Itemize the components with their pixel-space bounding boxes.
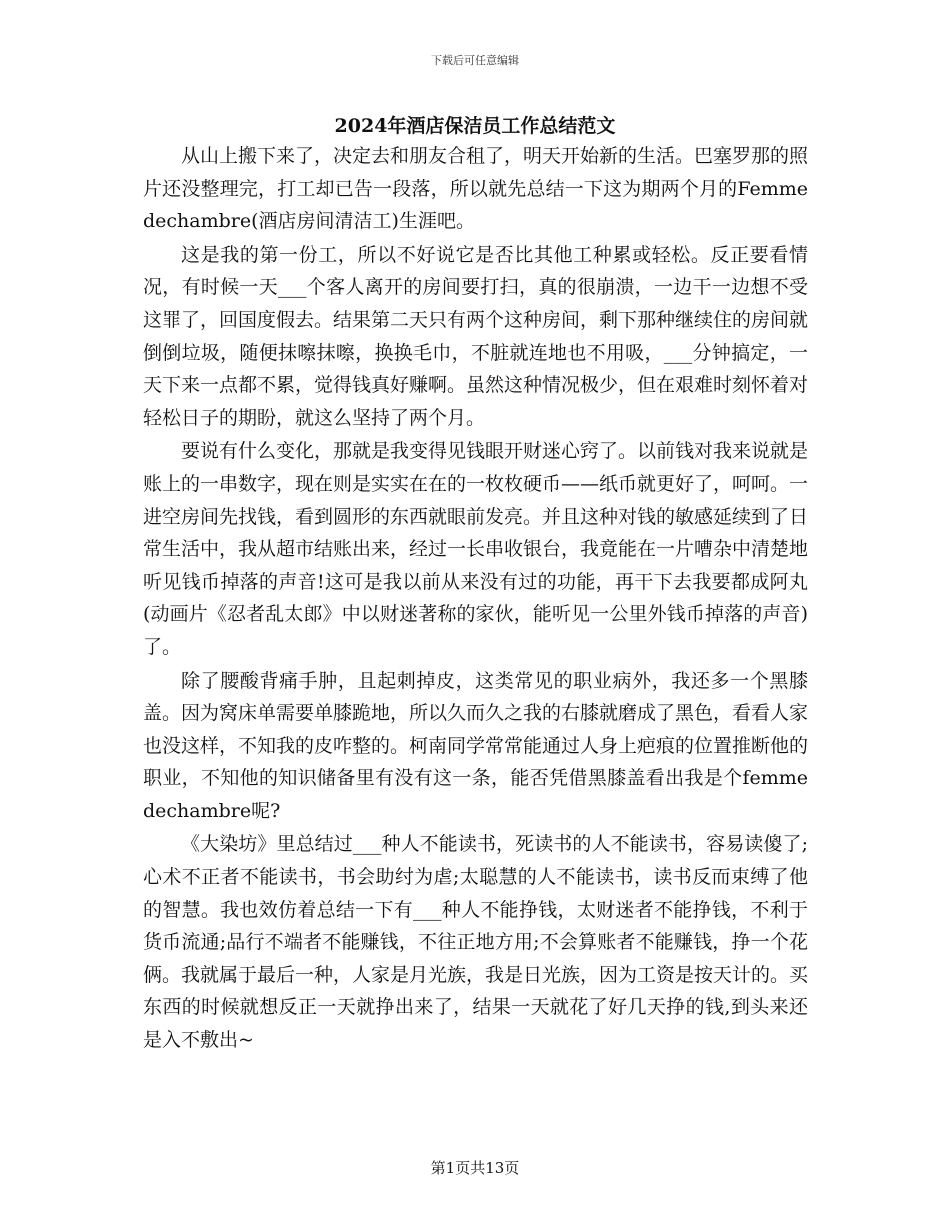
- paragraph-2: 这是我的第一份工，所以不好说它是否比其他工种累或轻松。反正要看情况，有时候一天___个客人离开的房间要打扫，真的很崩溃，一边干一边想不受这罪了，回国度假去。结果第二天只有两个这种房间，剩下那种继续住的房间就倒倒垃圾，随便抹嚓抹嚓，换换毛巾，不脏就连地也不用吸，___分钟搞定，一天下来一点都不累，觉得钱真好赚啊。虽然这种情况极少，但在艰难时刻怀着对轻松日子的期盼，就这么坚持了两个月。: [143, 243, 809, 429]
- paragraph-1: 从山上搬下来了，决定去和朋友合租了，明天开始新的生活。巴塞罗那的照片还没整理完，打工却已告一段落，所以就先总结一下这为期两个月的Femmedechambre(酒店房间清洁工)生涯吧。: [143, 145, 809, 233]
- document-body: [143, 140, 808, 1057]
- paragraph-3: 要说有什么变化，那就是我变得见钱眼开财迷心窍了。以前钱对我来说就是账上的一串数字，现在则是实实在在的一枚枚硬币——纸币就更好了，呵呵。一进空房间先找钱，看到圆形的东西就眼前发亮。并且这种对钱的敏感延续到了日常生活中，我从超市结账出来，经过一长串收银台，我竟能在一片嘈杂中清楚地听见钱币掉落的声音!这可是我以前从来没有过的功能，再干下去我要都成阿丸(动画片《忍者乱太郎》中以财迷著称的家伙，能听见一公里外钱币掉落的声音)了。: [143, 440, 809, 658]
- header-note: 下载后可任意编辑: [431, 54, 519, 67]
- paragraph-4: 除了腰酸背痛手肿，且起刺掉皮，这类常见的职业病外，我还多一个黑膝盖。因为窝床单需要单膝跪地，所以久而久之我的右膝就磨成了黑色，看看人家也没这样，不知我的皮咋整的。柯南同学常常能通过人身上疤痕的位置推断他的职业，不知他的知识储备里有没有这一条，能否凭借黑膝盖看出我是个femmedechambre呢?: [143, 669, 809, 822]
- paragraph-5: 《大染坊》里总结过___种人不能读书，死读书的人不能读书，容易读傻了;心术不正者不能读书，书会助纣为虐;太聪慧的人不能读书，读书反而束缚了他的智慧。我也效仿着总结一下有___种人不能挣钱，太财迷者不能挣钱，不利于货币流通;品行不端者不能赚钱，不往正地方用;不会算账者不能赚钱，挣一个花俩。我就属于最后一种，人家是月光族，我是日光族，因为工资是按天计的。买东西的时候就想反正一天就挣出来了，结果一天就花了好几天挣的钱,到头来还是入不敷出~: [143, 833, 809, 1052]
- document-title: 2024年酒店保洁员工作总结范文: [334, 115, 616, 137]
- page-number-footer: 第1页共13页: [430, 1159, 520, 1177]
